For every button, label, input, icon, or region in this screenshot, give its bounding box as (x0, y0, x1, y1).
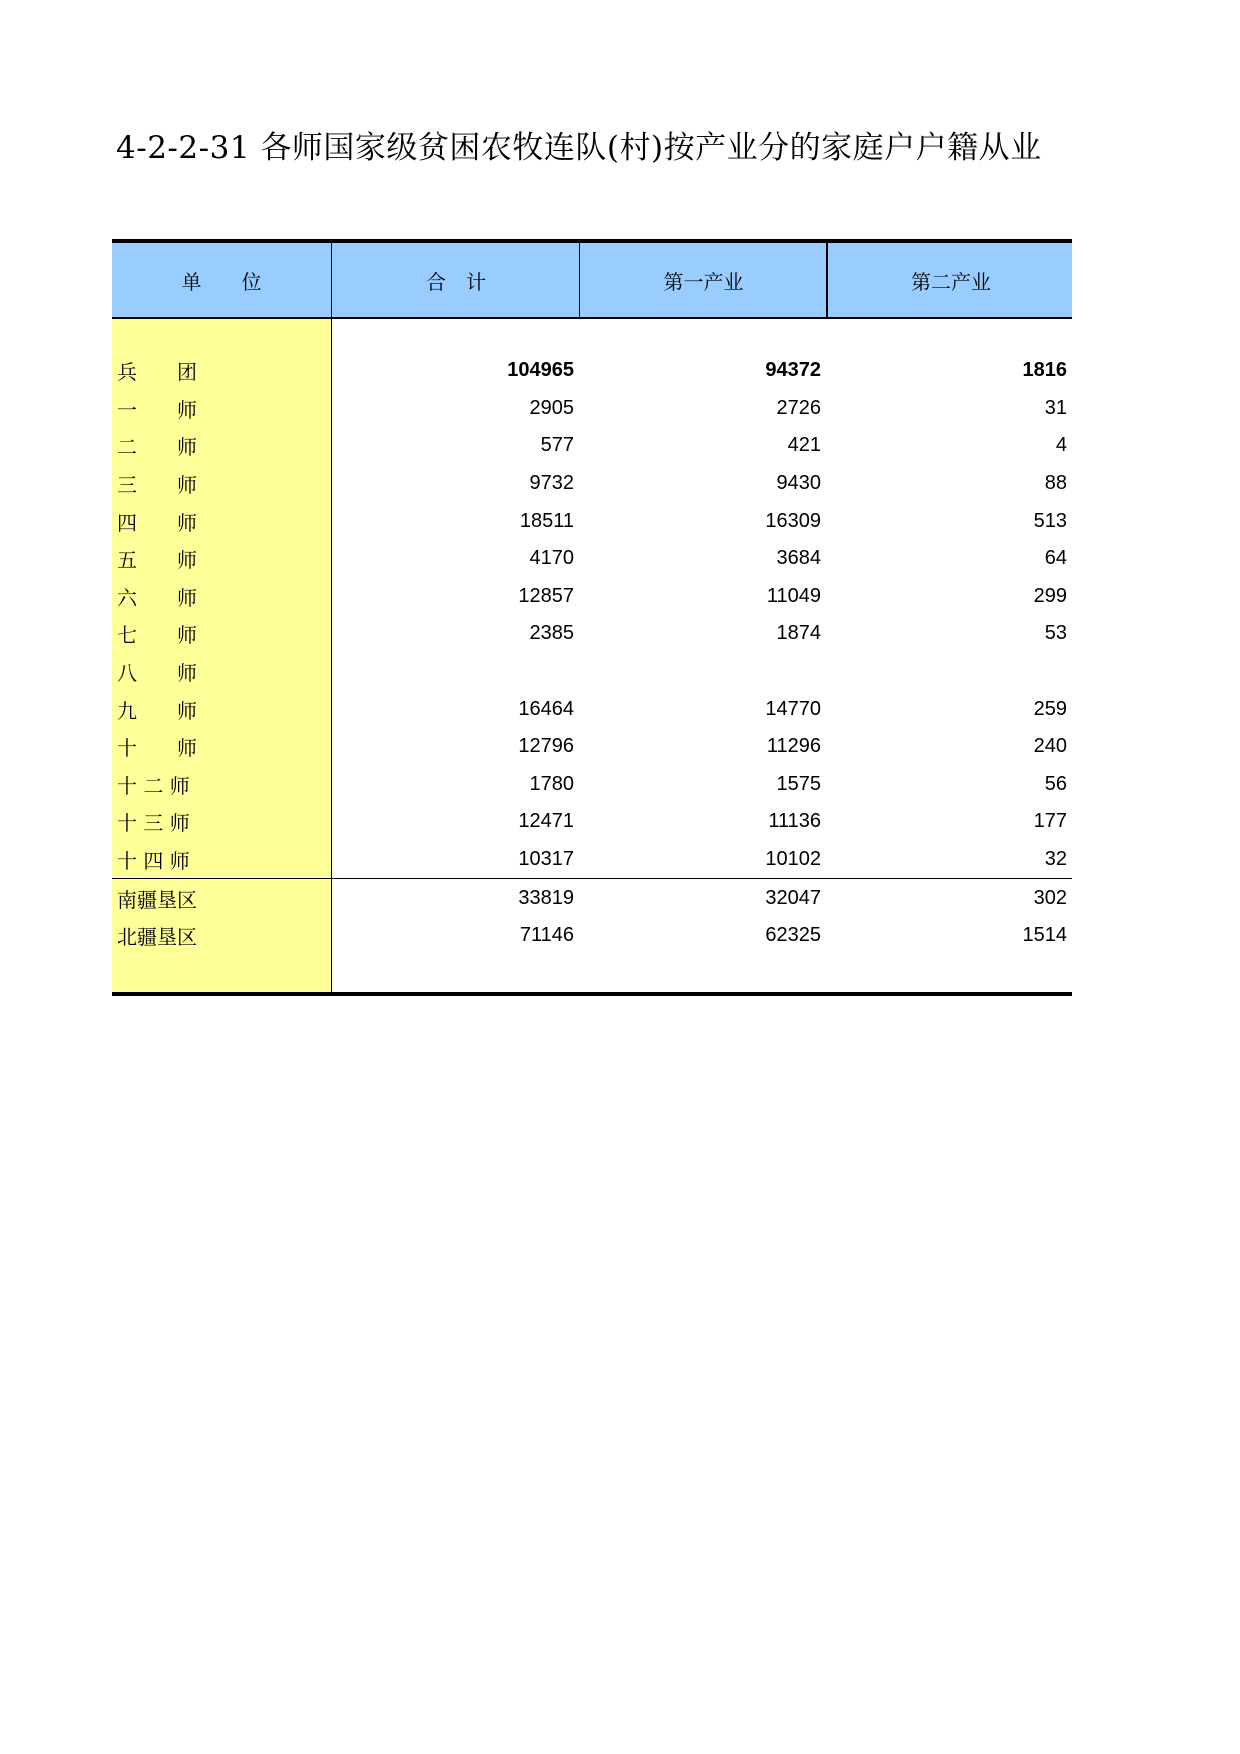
table-row (112, 578, 1072, 616)
table-row (112, 690, 1072, 728)
cell-primary: 9430 (776, 472, 821, 495)
cell-secondary: 31 (1044, 396, 1067, 419)
cell-primary: 2726 (776, 396, 821, 419)
table-row (112, 540, 1072, 578)
row-label: 南疆垦区 (117, 887, 197, 912)
cell-primary: 1575 (776, 772, 821, 795)
cell-total: 12857 (518, 584, 574, 607)
table-row (112, 841, 1072, 879)
cell-secondary: 302 (1033, 886, 1067, 909)
row-label: 兵 团 (117, 360, 197, 385)
row-label: 十 三 师 (117, 811, 190, 836)
row-label: 二 师 (117, 435, 197, 460)
cell-primary: 14770 (765, 697, 821, 720)
cell-primary: 11136 (768, 810, 821, 833)
cell-total: 1780 (529, 772, 574, 795)
cell-total: 9732 (529, 472, 574, 495)
table-row (112, 803, 1072, 841)
table-row (112, 878, 1072, 917)
row-label: 六 师 (117, 585, 197, 610)
row-label: 八 师 (117, 661, 197, 686)
cell-primary: 1874 (776, 622, 821, 645)
table-bottom-rule (112, 992, 1072, 996)
table-row (112, 352, 1072, 390)
cell-primary: 11049 (766, 584, 821, 607)
cell-primary: 3684 (776, 547, 821, 570)
cell-total: 33819 (518, 886, 574, 909)
cell-primary: 10102 (765, 848, 821, 871)
row-label: 十 二 师 (117, 773, 190, 798)
table-body (112, 352, 1072, 955)
cell-primary: 62325 (765, 924, 821, 947)
table-row (112, 615, 1072, 653)
cell-primary: 32047 (765, 886, 821, 909)
cell-total: 10317 (518, 848, 574, 871)
row-label: 三 师 (117, 473, 197, 498)
table-row (112, 465, 1072, 503)
cell-secondary: 513 (1033, 509, 1067, 532)
cell-secondary: 88 (1044, 472, 1067, 495)
cell-total: 16464 (518, 697, 574, 720)
table-row (112, 427, 1072, 465)
cell-primary: 11296 (766, 735, 821, 758)
cell-secondary: 56 (1044, 772, 1067, 795)
header-secondary-industry: 第二产业 (826, 243, 1074, 317)
cell-secondary: 1816 (1022, 359, 1067, 382)
cell-total: 12796 (518, 735, 574, 758)
table-row (112, 917, 1072, 955)
cell-total: 4170 (529, 547, 574, 570)
page-title: 4-2-2-31 各师国家级贫困农牧连队(村)按产业分的家庭户户籍从业 (116, 130, 1042, 166)
table-header (112, 243, 1072, 319)
cell-secondary: 4 (1055, 434, 1067, 457)
cell-primary: 421 (787, 434, 821, 457)
cell-total: 18511 (519, 509, 574, 532)
cell-primary: 94372 (765, 359, 821, 382)
data-table (112, 239, 1072, 997)
header-unit: 单 位 (181, 269, 262, 294)
row-label: 十 四 师 (117, 849, 190, 874)
row-label: 九 师 (117, 698, 197, 723)
table-row (112, 728, 1072, 766)
table-row (112, 502, 1072, 540)
row-label: 七 师 (117, 623, 197, 648)
cell-secondary: 32 (1044, 848, 1067, 871)
cell-primary: 16309 (765, 509, 821, 532)
header-primary-industry: 第一产业 (579, 243, 827, 317)
cell-secondary: 240 (1033, 735, 1067, 758)
cell-total: 2385 (529, 622, 574, 645)
row-label: 四 师 (117, 510, 197, 535)
row-label: 十 师 (117, 736, 197, 761)
cell-secondary: 1514 (1022, 924, 1067, 947)
cell-total: 2905 (529, 396, 574, 419)
cell-secondary: 64 (1044, 547, 1067, 570)
cell-total: 12471 (518, 810, 574, 833)
cell-secondary: 177 (1033, 810, 1067, 833)
row-label: 北疆垦区 (117, 925, 197, 950)
row-label: 一 师 (117, 397, 197, 422)
row-label: 五 师 (117, 548, 197, 573)
header-total: 合 计 (331, 243, 580, 317)
cell-total: 104965 (507, 359, 574, 382)
table-row (112, 653, 1072, 691)
cell-secondary: 299 (1033, 584, 1067, 607)
cell-secondary: 259 (1033, 697, 1067, 720)
cell-secondary: 53 (1044, 622, 1067, 645)
cell-total: 71146 (519, 924, 574, 947)
table-row (112, 390, 1072, 428)
cell-total: 577 (540, 434, 574, 457)
table-row (112, 766, 1072, 804)
